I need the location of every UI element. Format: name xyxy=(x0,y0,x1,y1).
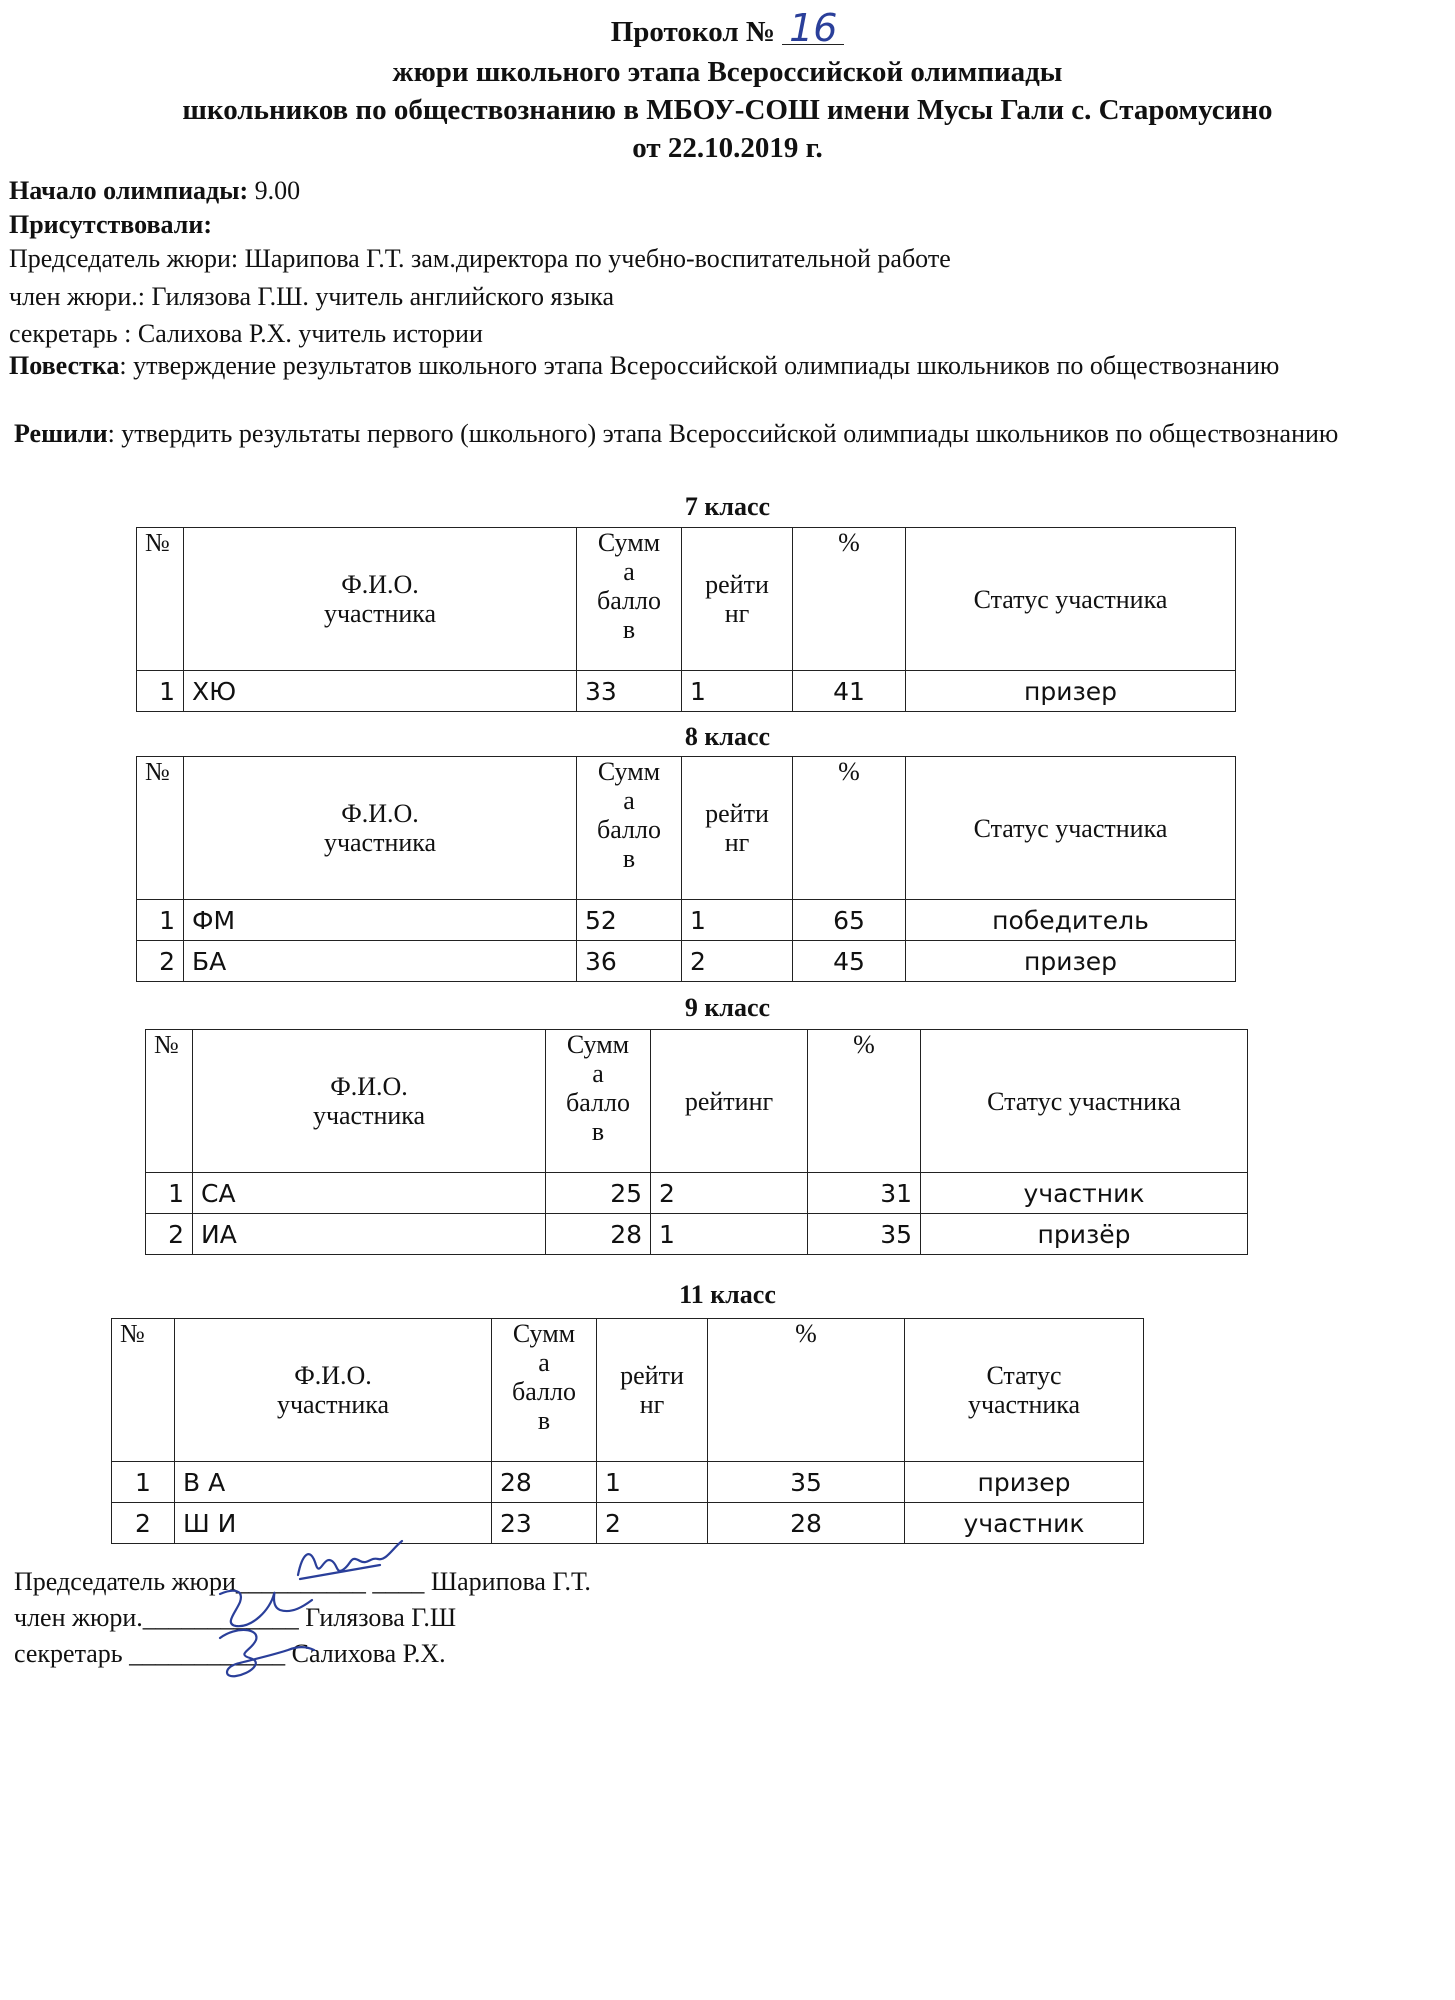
col-status-header: Статус участника xyxy=(921,1030,1248,1173)
cell-status: призер xyxy=(906,671,1236,712)
chair-signature-line: Председатель жюри__________ ____ Шарипова Г.Т. xyxy=(14,1567,591,1596)
col-num-header: № xyxy=(146,1030,193,1173)
protocol-label: Протокол № xyxy=(610,16,776,48)
secretary-signature-icon xyxy=(210,1620,320,1680)
col-num-header: № xyxy=(137,757,184,900)
cell-sum: 52 xyxy=(577,900,682,941)
cell-percent: 41 xyxy=(793,671,906,712)
cell-sum: 23 xyxy=(492,1503,597,1544)
cell-percent: 45 xyxy=(793,941,906,982)
present-label: Присутствовали: xyxy=(9,210,212,239)
col-name-header: Ф.И.О. участника xyxy=(193,1030,546,1173)
start-time xyxy=(9,175,300,206)
col-rating-header: рейтинг xyxy=(651,1030,808,1173)
table-header-row xyxy=(146,1030,1248,1173)
col-sum-header: Сумм а балло в xyxy=(577,528,682,671)
start-value: 9.00 xyxy=(248,176,301,205)
chair-line: Председатель жюри: Шарипова Г.Т. зам.директора по учебно-воспитательной работе xyxy=(9,244,951,273)
table-row xyxy=(112,1503,1144,1544)
col-sum-header: Сумм а балло в xyxy=(492,1319,597,1462)
protocol-title xyxy=(0,6,1455,50)
col-percent-header: % xyxy=(793,757,906,900)
grade-8-title: 8 класс xyxy=(684,722,771,751)
cell-rating: 1 xyxy=(651,1214,808,1255)
cell-sum: 28 xyxy=(492,1462,597,1503)
col-name-header: Ф.И.О. участника xyxy=(184,757,577,900)
cell-sum: 28 xyxy=(546,1214,651,1255)
col-rating-header: рейти нг xyxy=(682,757,793,900)
cell-rating: 2 xyxy=(682,941,793,982)
col-name-header: Ф.И.О. участника xyxy=(175,1319,492,1462)
title-date: от 22.10.2019 г. xyxy=(632,132,823,164)
cell-name: БА xyxy=(184,941,577,982)
cell-status: призёр xyxy=(921,1214,1248,1255)
cell-num: 2 xyxy=(146,1214,193,1255)
col-status-header: Статус участника xyxy=(905,1319,1144,1462)
table-header-row xyxy=(112,1319,1144,1462)
col-rating-header: рейти нг xyxy=(682,528,793,671)
decision xyxy=(14,418,1344,449)
grade-11-title: 11 класс xyxy=(679,1280,776,1309)
table-row xyxy=(137,671,1236,712)
title-line-2: жюри школьного этапа Всероссийской олимпиады xyxy=(392,56,1063,88)
table-row xyxy=(137,900,1236,941)
table-row xyxy=(146,1173,1248,1214)
grade-9-title: 9 класс xyxy=(684,993,771,1022)
col-num-header: № xyxy=(137,528,184,671)
cell-rating: 2 xyxy=(651,1173,808,1214)
cell-num: 2 xyxy=(112,1503,175,1544)
grade-7-title: 7 класс xyxy=(684,492,771,521)
cell-rating: 1 xyxy=(597,1462,708,1503)
cell-name: В А xyxy=(175,1462,492,1503)
cell-percent: 35 xyxy=(708,1462,905,1503)
cell-num: 1 xyxy=(137,900,184,941)
col-percent-header: % xyxy=(708,1319,905,1462)
col-percent-header: % xyxy=(793,528,906,671)
col-status-header: Статус участника xyxy=(906,528,1236,671)
cell-name: ФМ xyxy=(184,900,577,941)
grade-7-table xyxy=(136,527,1236,712)
secretary-signature-line: секретарь ____________ Салихова Р.Х. xyxy=(14,1639,446,1668)
cell-sum: 36 xyxy=(577,941,682,982)
protocol-number: 16 xyxy=(782,12,844,45)
cell-status: победитель xyxy=(906,900,1236,941)
cell-sum: 33 xyxy=(577,671,682,712)
cell-num: 1 xyxy=(137,671,184,712)
col-status-header: Статус участника xyxy=(906,757,1236,900)
cell-status: участник xyxy=(905,1503,1144,1544)
agenda-text: : утверждение результатов школьного этапа Всероссийской олимпиады школьников по обществознанию xyxy=(119,351,1280,380)
member-signature-line: член жюри.____________ Гилязова Г.Ш xyxy=(14,1603,457,1632)
grade-9-table xyxy=(145,1029,1248,1255)
cell-percent: 28 xyxy=(708,1503,905,1544)
member-line: член жюри.: Гилязова Г.Ш. учитель английского языка xyxy=(9,282,615,311)
cell-status: призер xyxy=(906,941,1236,982)
cell-rating: 2 xyxy=(597,1503,708,1544)
col-sum-header: Сумм а балло в xyxy=(546,1030,651,1173)
agenda-label: Повестка xyxy=(9,351,120,380)
col-name-header: Ф.И.О. участника xyxy=(184,528,577,671)
cell-name: Ш И xyxy=(175,1503,492,1544)
decided-label: Решили xyxy=(14,419,108,448)
grade-8-table xyxy=(136,756,1236,982)
cell-percent: 65 xyxy=(793,900,906,941)
table-header-row xyxy=(137,757,1236,900)
cell-num: 1 xyxy=(112,1462,175,1503)
col-rating-header: рейти нг xyxy=(597,1319,708,1462)
title-line-3: школьников по обществознанию в МБОУ-СОШ имени Мусы Гали с. Старомусино xyxy=(182,94,1273,126)
cell-rating: 1 xyxy=(682,671,793,712)
col-percent-header: % xyxy=(808,1030,921,1173)
secretary-line: секретарь : Салихова Р.Х. учитель истории xyxy=(9,319,483,348)
cell-name: ХЮ xyxy=(184,671,577,712)
table-header-row xyxy=(137,528,1236,671)
cell-sum: 25 xyxy=(546,1173,651,1214)
cell-num: 1 xyxy=(146,1173,193,1214)
start-label: Начало олимпиады: xyxy=(9,176,249,205)
cell-percent: 35 xyxy=(808,1214,921,1255)
grade-11-table xyxy=(111,1318,1144,1544)
col-num-header: № xyxy=(112,1319,175,1462)
table-row xyxy=(146,1214,1248,1255)
cell-rating: 1 xyxy=(682,900,793,941)
cell-status: участник xyxy=(921,1173,1248,1214)
table-row xyxy=(137,941,1236,982)
cell-percent: 31 xyxy=(808,1173,921,1214)
agenda xyxy=(9,350,1339,381)
cell-status: призер xyxy=(905,1462,1144,1503)
cell-num: 2 xyxy=(137,941,184,982)
cell-name: ИА xyxy=(193,1214,546,1255)
col-sum-header: Сумм а балло в xyxy=(577,757,682,900)
decided-text: : утвердить результаты первого (школьного) этапа Всероссийской олимпиады школьников по обществознанию xyxy=(107,419,1339,448)
table-row xyxy=(112,1462,1144,1503)
cell-name: СА xyxy=(193,1173,546,1214)
